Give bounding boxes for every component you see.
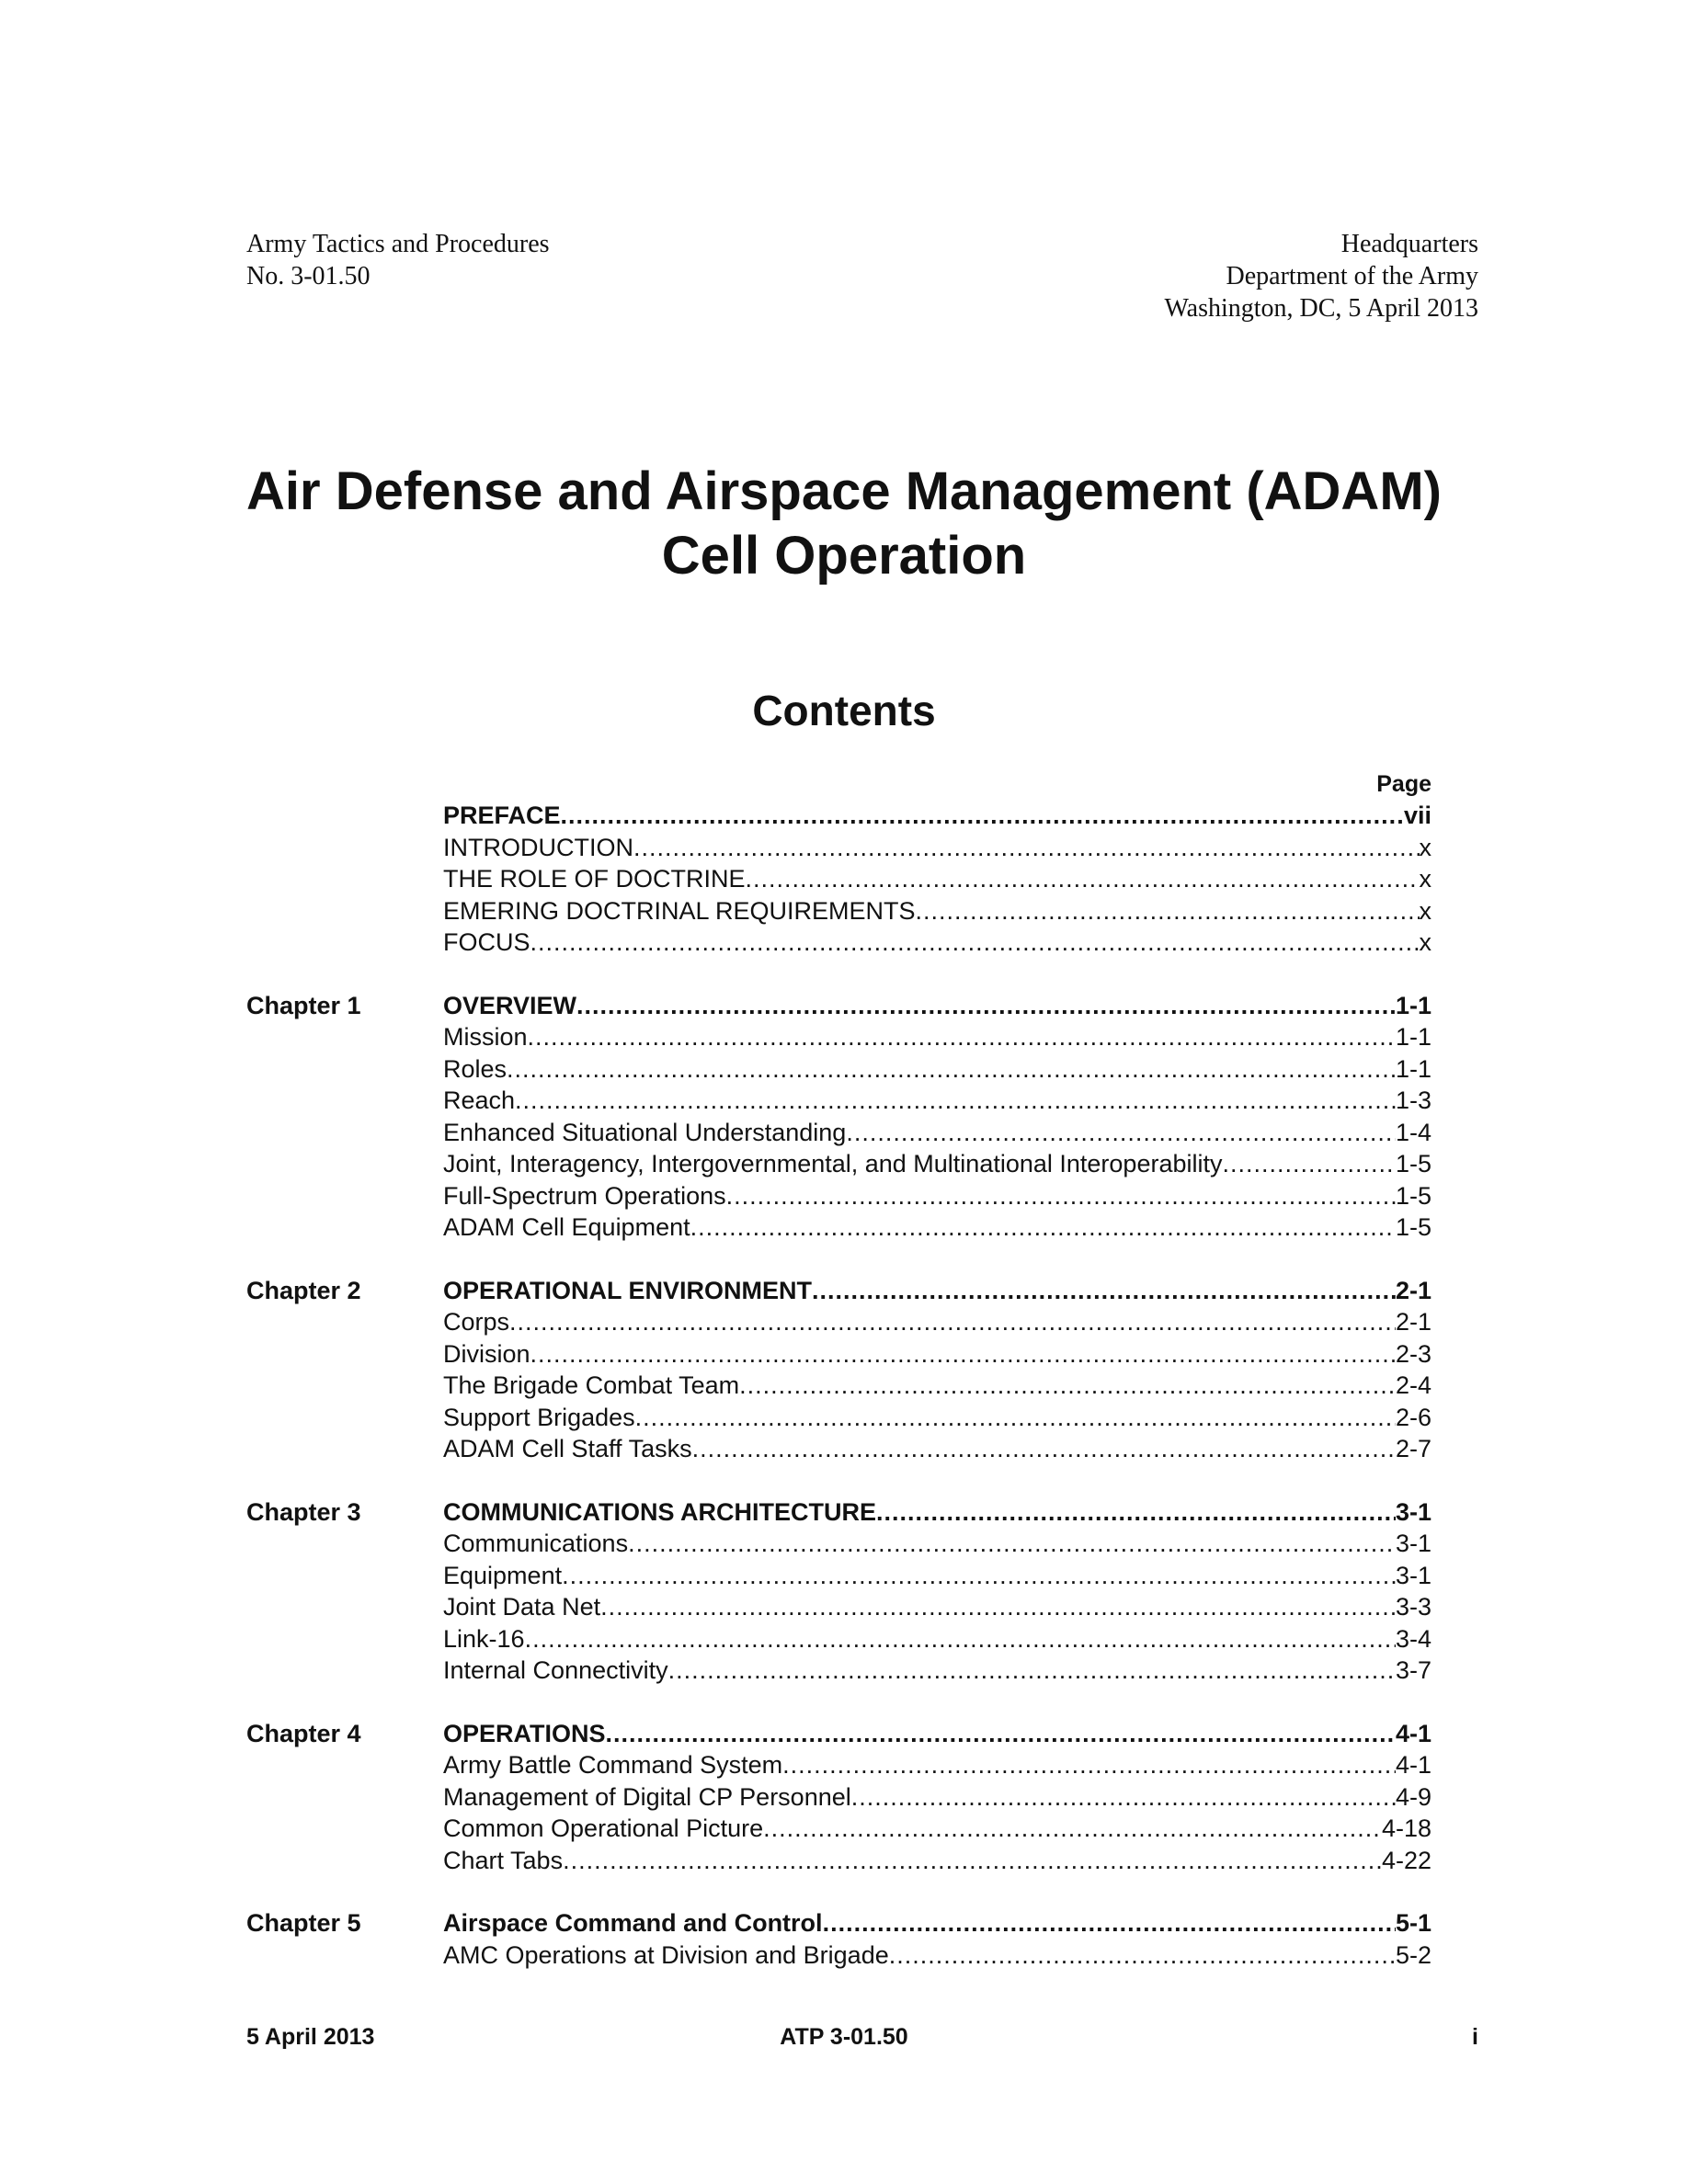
toc-entry-title: AMC Operations at Division and Brigade xyxy=(443,1940,889,1969)
toc-entry-page: 2-3 xyxy=(1395,1339,1431,1368)
toc-entry-page: 5-2 xyxy=(1395,1940,1431,1969)
chapter-label: Chapter 2 xyxy=(246,1276,361,1304)
toc-entry[interactable] xyxy=(443,1338,1431,1371)
issuing-office: Headquarters xyxy=(1340,230,1478,258)
toc-entry-page: 2-1 xyxy=(1395,1308,1431,1336)
dot-leader xyxy=(1222,1148,1395,1180)
toc-entry-title: Link-16 xyxy=(443,1624,525,1653)
toc-entry-page: 3-1 xyxy=(1395,1561,1431,1589)
toc-entry-page: 2-1 xyxy=(1395,1276,1431,1304)
toc-entry[interactable] xyxy=(443,1813,1431,1845)
toc-entry[interactable] xyxy=(443,1433,1431,1465)
toc-entry-page: 1-5 xyxy=(1395,1181,1431,1210)
toc-entry-page: 1-5 xyxy=(1395,1150,1431,1177)
toc-entries xyxy=(443,800,1431,959)
toc-entry-title: ADAM Cell Equipment xyxy=(443,1213,690,1241)
dot-leader xyxy=(576,990,1396,1022)
toc-entry-title: Mission xyxy=(443,1023,528,1051)
toc-entry-page: 3-4 xyxy=(1395,1624,1431,1653)
toc-group xyxy=(246,1718,1431,1877)
dot-leader xyxy=(509,1306,1396,1338)
dot-leader xyxy=(851,1781,1396,1814)
toc-entry-page: 1-4 xyxy=(1395,1118,1431,1146)
dot-leader xyxy=(628,1528,1396,1560)
title-line-2: Cell Operation xyxy=(661,526,1027,586)
dot-leader xyxy=(876,1496,1396,1529)
toc-entry-page: 2-7 xyxy=(1395,1435,1431,1462)
toc-entries xyxy=(443,1496,1431,1687)
toc-entry-title: The Brigade Combat Team xyxy=(443,1371,740,1399)
toc-entry[interactable] xyxy=(443,1907,1431,1939)
toc-entry-title: Joint Data Net xyxy=(443,1593,601,1621)
dot-leader xyxy=(726,1180,1396,1212)
dot-leader xyxy=(812,1275,1396,1307)
toc-entry[interactable] xyxy=(443,1402,1431,1434)
footer-page-number: i xyxy=(1472,2024,1478,2050)
toc-entry-title: Division xyxy=(443,1339,530,1368)
toc-entry[interactable] xyxy=(443,1623,1431,1655)
publication-number: No. 3-01.50 xyxy=(246,262,371,290)
toc-entry-title: Enhanced Situational Understanding xyxy=(443,1118,847,1146)
toc-entry-title: Internal Connectivity xyxy=(443,1656,668,1684)
toc-entry-title: OPERATIONAL ENVIRONMENT xyxy=(443,1276,813,1304)
chapter-label: Chapter 1 xyxy=(246,991,361,1019)
toc-group xyxy=(246,800,1431,959)
toc-groups xyxy=(246,800,1431,1971)
toc-entry-page: 5-1 xyxy=(1395,1909,1431,1937)
toc-entry-title: Support Brigades xyxy=(443,1403,635,1431)
toc-entry-title: ADAM Cell Staff Tasks xyxy=(443,1435,692,1462)
dot-leader xyxy=(889,1939,1396,1972)
toc-entry-page: 3-1 xyxy=(1395,1497,1431,1526)
dot-leader xyxy=(633,832,1420,864)
toc-entry[interactable] xyxy=(443,832,1431,864)
toc-entry-title: OPERATIONS xyxy=(443,1719,606,1747)
toc-entry[interactable] xyxy=(443,1560,1431,1592)
toc-entry[interactable] xyxy=(443,1180,1431,1212)
dot-leader xyxy=(823,1907,1396,1939)
publication-series: Army Tactics and Procedures xyxy=(246,230,550,258)
table-of-contents xyxy=(246,768,1431,1971)
toc-entry-page: 1-3 xyxy=(1395,1086,1431,1114)
footer-publication: ATP 3-01.50 xyxy=(780,2024,908,2050)
toc-entry-page: x xyxy=(1419,896,1431,925)
dot-leader xyxy=(507,1053,1396,1086)
toc-entries xyxy=(443,990,1431,1244)
dot-leader xyxy=(782,1749,1396,1781)
dot-leader xyxy=(563,1845,1382,1877)
toc-entry-title: Airspace Command and Control xyxy=(443,1909,823,1937)
dot-leader xyxy=(692,1433,1396,1465)
chapter-label: Chapter 5 xyxy=(246,1909,361,1937)
toc-group xyxy=(246,1496,1431,1687)
dot-leader xyxy=(763,1813,1382,1845)
dot-leader xyxy=(635,1402,1396,1434)
toc-entry-page: 1-5 xyxy=(1395,1213,1431,1241)
chapter-label: Chapter 3 xyxy=(246,1497,361,1526)
toc-entry-title: Roles xyxy=(443,1054,508,1083)
toc-entry-page: 2-6 xyxy=(1395,1403,1431,1431)
chapter-label: Chapter 4 xyxy=(246,1719,361,1747)
toc-entry[interactable] xyxy=(443,1496,1431,1529)
dot-leader xyxy=(528,1021,1396,1053)
dot-leader xyxy=(525,1623,1396,1655)
toc-entry-title: Reach xyxy=(443,1086,516,1114)
toc-entry[interactable] xyxy=(443,1148,1431,1180)
toc-entry-title: EMERING DOCTRINAL REQUIREMENTS xyxy=(443,896,916,925)
dot-leader xyxy=(530,927,1420,959)
toc-entry-title: INTRODUCTION xyxy=(443,833,633,861)
toc-entry-page: 4-18 xyxy=(1381,1814,1431,1842)
toc-entry[interactable] xyxy=(443,1021,1431,1053)
footer-date: 5 April 2013 xyxy=(246,2024,375,2050)
dot-leader xyxy=(515,1085,1396,1117)
toc-entry[interactable] xyxy=(443,1370,1431,1402)
toc-entry-title: Full-Spectrum Operations xyxy=(443,1181,726,1210)
toc-entry-title: FOCUS xyxy=(443,928,530,956)
toc-entry-title: Corps xyxy=(443,1308,510,1336)
toc-entries xyxy=(443,1718,1431,1877)
toc-entry[interactable] xyxy=(443,1053,1431,1086)
dot-leader xyxy=(606,1718,1396,1750)
dot-leader xyxy=(561,800,1404,832)
header-left xyxy=(246,228,550,292)
dot-leader xyxy=(916,895,1420,927)
toc-entry[interactable] xyxy=(443,1939,1431,1972)
toc-entries xyxy=(443,1907,1431,1971)
page-column-label: Page xyxy=(1376,771,1431,797)
dot-leader xyxy=(746,863,1420,895)
toc-entry[interactable] xyxy=(443,1781,1431,1814)
toc-group xyxy=(246,1907,1431,1971)
toc-entry-page: x xyxy=(1419,865,1431,893)
toc-entry-page: vii xyxy=(1403,802,1431,829)
toc-entry[interactable] xyxy=(443,1845,1431,1877)
toc-entry-title: Communications xyxy=(443,1530,629,1557)
toc-entry[interactable] xyxy=(443,1591,1431,1623)
toc-entry-page: x xyxy=(1419,928,1431,956)
header-right xyxy=(1164,228,1478,324)
toc-entry-page: 3-7 xyxy=(1395,1656,1431,1684)
dot-leader xyxy=(530,1338,1396,1371)
toc-entry-title: Management of Digital CP Personnel xyxy=(443,1782,851,1811)
toc-entry-page: 2-4 xyxy=(1395,1371,1431,1399)
toc-entry-page: 1-1 xyxy=(1395,1054,1431,1083)
toc-entry-page: x xyxy=(1419,833,1431,861)
toc-entry[interactable] xyxy=(443,863,1431,895)
toc-entry-title: Joint, Interagency, Intergovernmental, and Multinational Interoperability xyxy=(443,1150,1223,1177)
toc-entry[interactable] xyxy=(443,927,1431,959)
toc-entry[interactable] xyxy=(443,1306,1431,1338)
toc-entries xyxy=(443,1275,1431,1465)
toc-entry-page: 3-1 xyxy=(1395,1530,1431,1557)
title-line-1: Air Defense and Airspace Management (ADAM) xyxy=(246,461,1442,521)
dot-leader xyxy=(668,1655,1396,1687)
dot-leader xyxy=(739,1370,1396,1402)
toc-entry[interactable] xyxy=(443,1655,1431,1687)
dot-leader xyxy=(846,1117,1396,1149)
department: Department of the Army xyxy=(1226,262,1478,290)
toc-entry-title: OVERVIEW xyxy=(443,991,577,1019)
toc-entry[interactable] xyxy=(443,800,1431,832)
toc-entry-title: Army Battle Command System xyxy=(443,1751,783,1779)
toc-entry-title: Chart Tabs xyxy=(443,1846,564,1874)
toc-entry[interactable] xyxy=(443,990,1431,1022)
toc-entry[interactable] xyxy=(443,1211,1431,1244)
toc-group xyxy=(246,1275,1431,1465)
toc-entry[interactable] xyxy=(443,895,1431,927)
toc-entry-page: 4-1 xyxy=(1395,1751,1431,1779)
toc-entry[interactable] xyxy=(443,1749,1431,1781)
toc-entry-page: 1-1 xyxy=(1395,991,1431,1019)
toc-entry-title: Equipment xyxy=(443,1561,563,1589)
toc-entry-title: PREFACE xyxy=(443,802,561,829)
toc-entry[interactable] xyxy=(443,1085,1431,1117)
toc-entry-title: COMMUNICATIONS ARCHITECTURE xyxy=(443,1497,876,1526)
dot-leader xyxy=(600,1591,1396,1623)
dot-leader xyxy=(690,1211,1396,1244)
toc-entry[interactable] xyxy=(443,1718,1431,1750)
toc-entry-page: 4-22 xyxy=(1381,1846,1431,1874)
toc-entry-page: 4-9 xyxy=(1395,1782,1431,1811)
toc-entry-page: 1-1 xyxy=(1395,1023,1431,1051)
dot-leader xyxy=(562,1560,1396,1592)
document-title xyxy=(184,460,1504,588)
location-date: Washington, DC, 5 April 2013 xyxy=(1164,294,1478,323)
contents-heading: Contents xyxy=(752,687,936,734)
toc-entry-page: 3-3 xyxy=(1395,1593,1431,1621)
toc-entry-title: Common Operational Picture xyxy=(443,1814,764,1842)
toc-entry[interactable] xyxy=(443,1117,1431,1149)
toc-group xyxy=(246,990,1431,1244)
toc-entry-title: THE ROLE OF DOCTRINE xyxy=(443,865,746,893)
toc-entry[interactable] xyxy=(443,1528,1431,1560)
toc-entry-page: 4-1 xyxy=(1395,1719,1431,1747)
toc-entry[interactable] xyxy=(443,1275,1431,1307)
